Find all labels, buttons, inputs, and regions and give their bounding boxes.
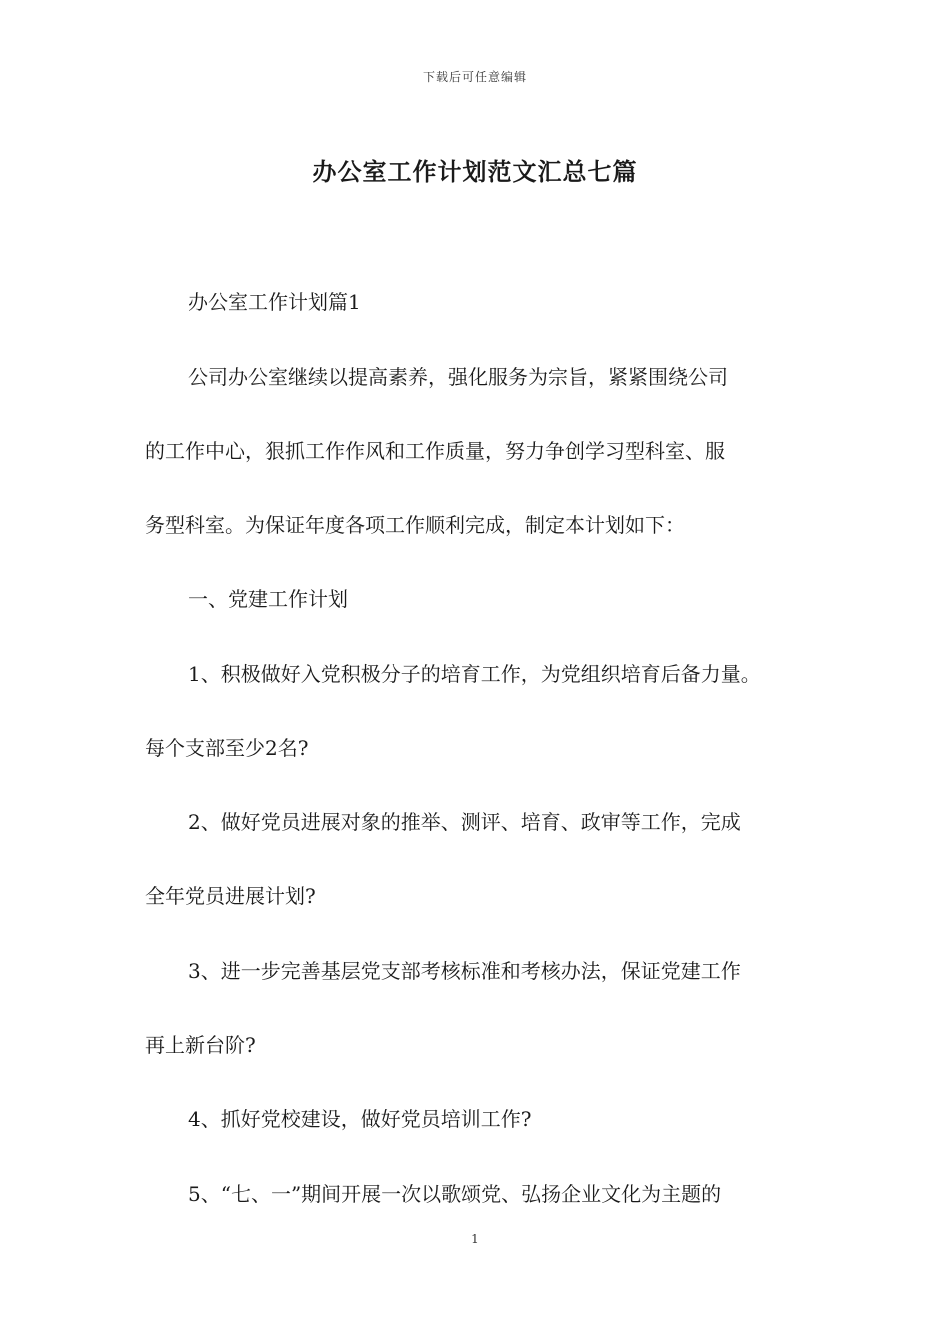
paragraph-line: 3、进一步完善基层党支部考核标准和考核办法，保证党建工作	[188, 959, 741, 983]
section-heading: 办公室工作计划篇1	[188, 290, 361, 314]
paragraph-line: 务型科室。为保证年度各项工作顺利完成，制定本计划如下：	[145, 513, 685, 537]
paragraph-line: 2、做好党员进展对象的推举、测评、培育、政审等工作，完成	[188, 810, 741, 834]
paragraph-line: 全年党员进展计划?	[145, 884, 316, 908]
paragraph-line: 1、积极做好入党积极分子的培育工作，为党组织培育后备力量。	[188, 662, 761, 686]
paragraph-line: 5、“七、一”期间开展一次以歌颂党、弘扬企业文化为主题的	[188, 1182, 722, 1206]
header-note: 下载后可任意编辑	[422, 70, 527, 84]
subsection-heading: 一、党建工作计划	[188, 587, 348, 611]
page-number: 1	[471, 1232, 479, 1246]
paragraph-line: 的工作中心，狠抓工作作风和工作质量，努力争创学习型科室、服	[145, 439, 725, 463]
paragraph-line: 再上新台阶?	[145, 1033, 256, 1057]
document-title: 办公室工作计划范文汇总七篇	[312, 157, 638, 186]
paragraph-line: 每个支部至少2名?	[145, 736, 309, 760]
paragraph-line: 公司办公室继续以提高素养，强化服务为宗旨，紧紧围绕公司	[188, 365, 728, 389]
paragraph-line: 4、抓好党校建设，做好党员培训工作?	[188, 1107, 532, 1131]
